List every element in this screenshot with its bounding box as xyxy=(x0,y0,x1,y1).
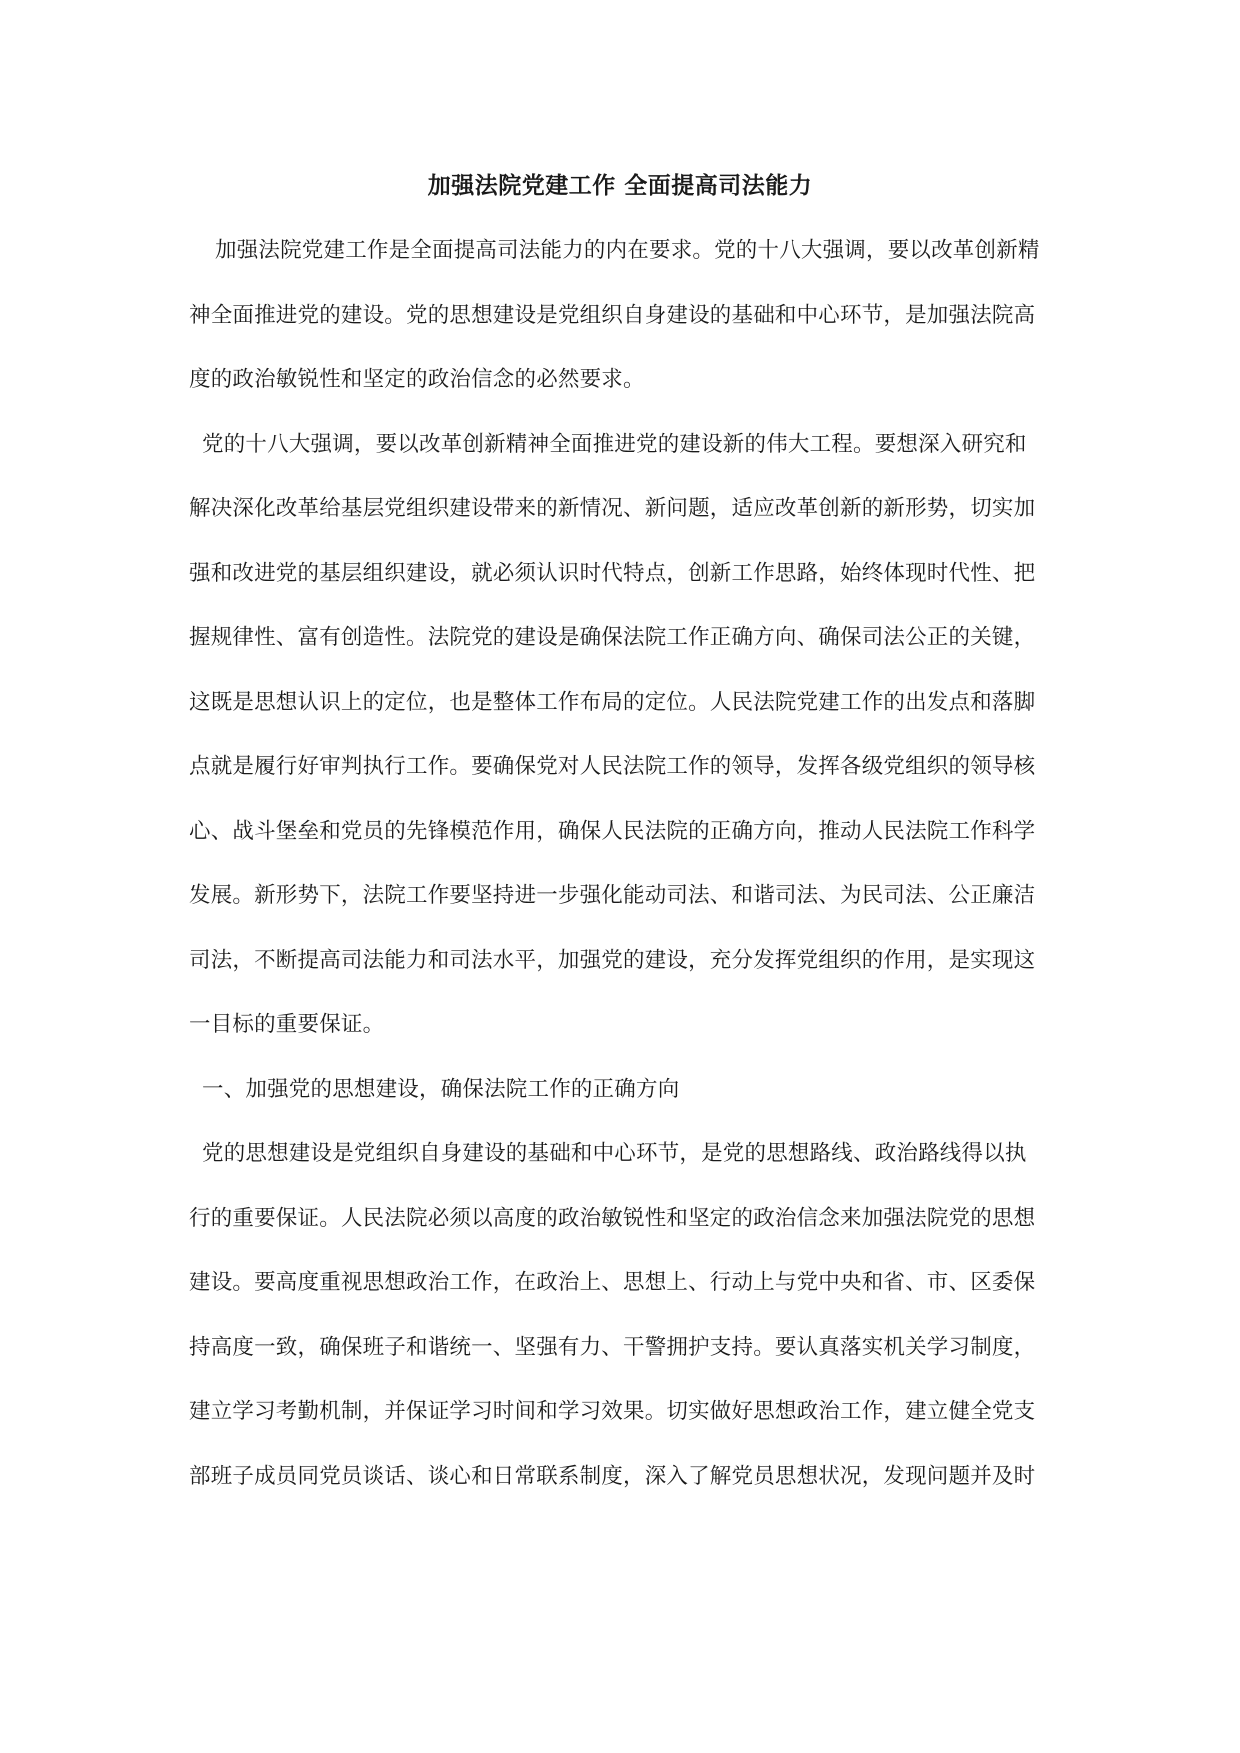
paragraph-2-line-7: 心、战斗堡垒和党员的先锋模范作用，确保人民法院的正确方向，推动人民法院工作科学 xyxy=(189,818,1036,844)
paragraph-2-line-2: 解决深化改革给基层党组织建设带来的新情况、新问题，适应改革创新的新形势，切实加 xyxy=(189,496,1036,521)
paragraph-3-line-5: 建立学习考勤机制，并保证学习时间和学习效果。切实做好思想政治工作，建立健全党支 xyxy=(189,1399,1036,1424)
document-body xyxy=(189,230,1055,1520)
paragraph-2-line-5: 这既是思想认识上的定位，也是整体工作布局的定位。人民法院党建工作的出发点和落脚 xyxy=(189,689,1036,715)
paragraph-1-line-1: 加强法院党建工作是全面提高司法能力的内在要求。党的十八大强调，要以改革创新精 xyxy=(215,238,1040,263)
document-title: 加强法院党建工作 全面提高司法能力 xyxy=(427,173,813,199)
paragraph-3-line-1: 党的思想建设是党组织自身建设的基础和中心环节，是党的思想路线、政治路线得以执 xyxy=(202,1141,1027,1166)
paragraph-2-line-1: 党的十八大强调，要以改革创新精神全面推进党的建设新的伟大工程。要想深入研究和 xyxy=(202,431,1027,457)
paragraph-1-line-3: 度的政治敏锐性和坚定的政治信念的必然要求。 xyxy=(189,367,645,392)
paragraph-2-line-6: 点就是履行好审判执行工作。要确保党对人民法院工作的领导，发挥各级党组织的领导核 xyxy=(189,754,1036,779)
paragraph-2-line-4: 握规律性、富有创造性。法院党的建设是确保法院工作正确方向、确保司法公正的关键， xyxy=(189,625,1036,650)
paragraph-3-line-4: 持高度一致，确保班子和谐统一、坚强有力、干警拥护支持。要认真落实机关学习制度， xyxy=(189,1334,1036,1360)
paragraph-3-line-6: 部班子成员同党员谈话、谈心和日常联系制度，深入了解党员思想状况，发现问题并及时 xyxy=(189,1463,1036,1489)
section-heading-1: 一、加强党的思想建设，确保法院工作的正确方向 xyxy=(202,1076,680,1102)
paragraph-2-line-10: 一目标的重要保证。 xyxy=(189,1012,385,1037)
paragraph-1-line-2: 神全面推进党的建设。党的思想建设是党组织自身建设的基础和中心环节，是加强法院高 xyxy=(189,302,1036,328)
paragraph-2-line-3: 强和改进党的基层组织建设，就必须认识时代特点，创新工作思路，始终体现时代性、把 xyxy=(189,560,1036,586)
paragraph-3-line-3: 建设。要高度重视思想政治工作，在政治上、思想上、行动上与党中央和省、市、区委保 xyxy=(189,1270,1036,1295)
paragraph-2-line-8: 发展。新形势下，法院工作要坚持进一步强化能动司法、和谐司法、为民司法、公正廉洁 xyxy=(189,883,1036,908)
paragraph-2-line-9: 司法，不断提高司法能力和司法水平，加强党的建设，充分发挥党组织的作用，是实现这 xyxy=(189,947,1036,973)
paragraph-3-line-2: 行的重要保证。人民法院必须以高度的政治敏锐性和坚定的政治信念来加强法院党的思想 xyxy=(189,1205,1036,1231)
